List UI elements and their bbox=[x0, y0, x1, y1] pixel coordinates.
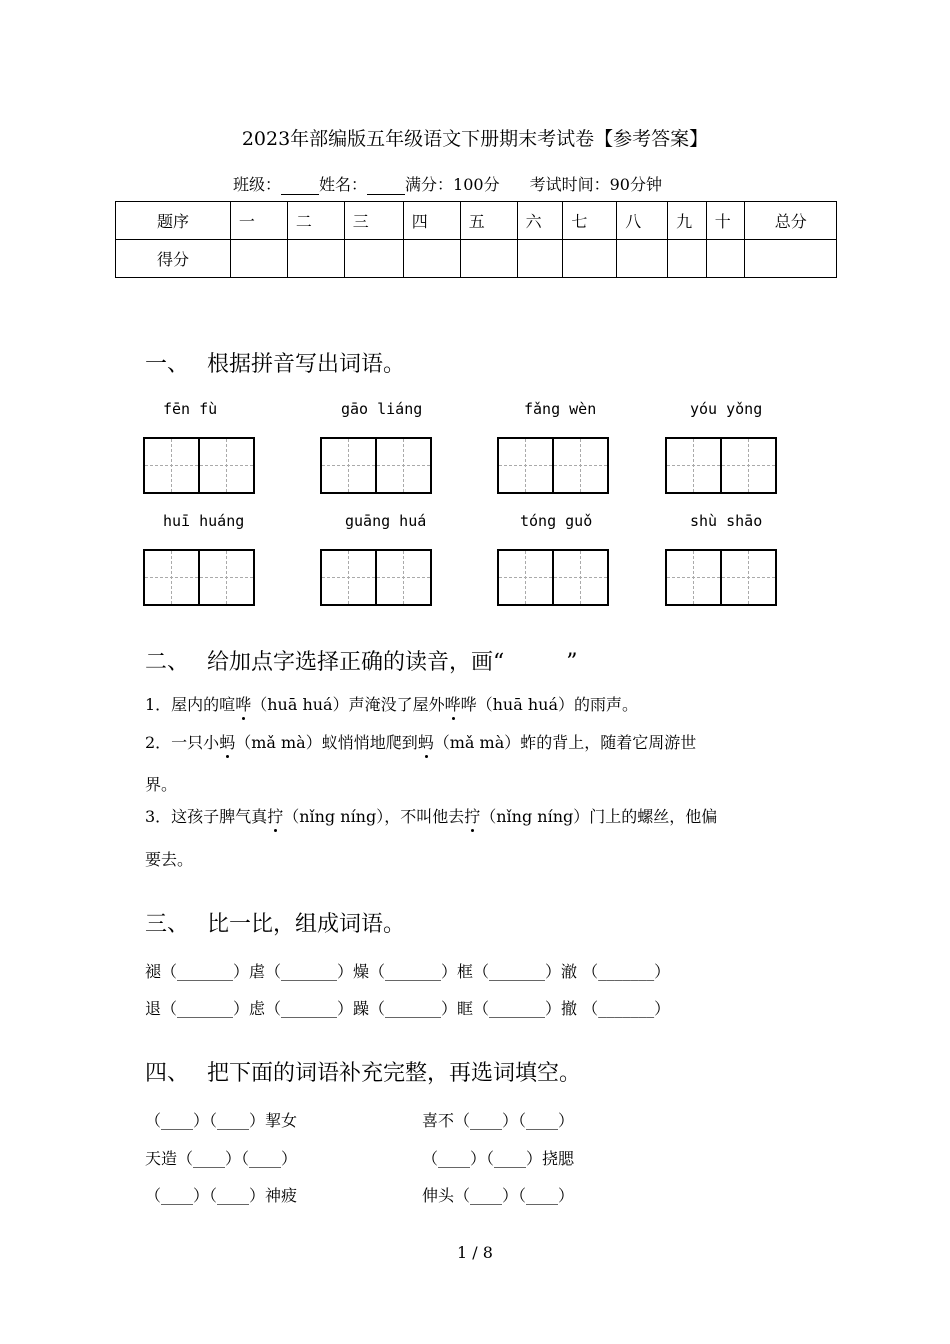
class-label: 班级： bbox=[233, 175, 282, 194]
grid-cell[interactable] bbox=[322, 439, 375, 492]
score-cell[interactable] bbox=[668, 240, 707, 278]
score-cell[interactable] bbox=[617, 240, 668, 278]
idiom-item[interactable]: （____）（____）神疲 bbox=[145, 1186, 298, 1205]
pinyin-label: shù shāo bbox=[690, 512, 763, 530]
page-title: 2023年部编版五年级语文下册期末考试卷【参考答案】 bbox=[241, 128, 709, 150]
name-label: 姓名： bbox=[319, 175, 368, 194]
section2-heading bbox=[145, 645, 578, 676]
section2-title: 给加点字选择正确的读音，画“ bbox=[207, 650, 505, 675]
pinyin-label: yóu yǒng bbox=[690, 400, 763, 418]
header-cell: 九 bbox=[668, 202, 707, 240]
section4-heading bbox=[145, 1056, 581, 1087]
header-cell: 八 bbox=[617, 202, 668, 240]
score-table-score-row bbox=[116, 240, 837, 278]
idiom-item[interactable]: （____）（____）挠腮 bbox=[422, 1149, 575, 1168]
grid-cell[interactable] bbox=[322, 551, 375, 604]
score-cell[interactable] bbox=[344, 240, 403, 278]
grid-cell[interactable] bbox=[198, 439, 253, 492]
text-segment: （mǎ mà）蚱的背上，随着它周游世 bbox=[433, 733, 697, 752]
header-cell: 五 bbox=[460, 202, 517, 240]
grid-cell[interactable] bbox=[499, 551, 552, 604]
dotted-character: 哗 bbox=[235, 695, 252, 714]
grid-cell[interactable] bbox=[667, 551, 720, 604]
section1-heading bbox=[145, 347, 405, 378]
score-cell[interactable] bbox=[230, 240, 287, 278]
pinyin-label: guāng huá bbox=[345, 512, 427, 530]
grid-cell[interactable] bbox=[145, 439, 198, 492]
grid-cell[interactable] bbox=[667, 439, 720, 492]
writing-grid[interactable] bbox=[665, 549, 777, 606]
dotted-character: 拧 bbox=[464, 807, 481, 826]
dotted-character: 蚂 bbox=[219, 733, 236, 752]
score-cell[interactable] bbox=[706, 240, 745, 278]
score-cell[interactable] bbox=[745, 240, 837, 278]
grid-cell[interactable] bbox=[552, 439, 607, 492]
grid-cell[interactable] bbox=[145, 551, 198, 604]
grid-cell[interactable] bbox=[720, 551, 775, 604]
header-cell: 二 bbox=[287, 202, 344, 240]
dotted-character: 哗 bbox=[444, 695, 461, 714]
section4-number: 四、 bbox=[145, 1061, 190, 1086]
pinyin-label: tóng guǒ bbox=[520, 512, 593, 530]
grid-cell[interactable] bbox=[552, 551, 607, 604]
score-cell[interactable] bbox=[517, 240, 563, 278]
grid-cell[interactable] bbox=[375, 551, 430, 604]
section3-number: 三、 bbox=[145, 912, 190, 937]
grid-cell[interactable] bbox=[375, 439, 430, 492]
writing-grid[interactable] bbox=[320, 437, 432, 494]
header-cell: 三 bbox=[344, 202, 403, 240]
idiom-item[interactable]: 天造（____）（____） bbox=[145, 1149, 298, 1168]
grid-cell[interactable] bbox=[720, 439, 775, 492]
section2-title-end: ” bbox=[566, 650, 578, 675]
section3-heading bbox=[145, 907, 405, 938]
writing-grid[interactable] bbox=[665, 437, 777, 494]
question-line-continued: 界。 bbox=[145, 775, 178, 794]
idiom-item[interactable]: 喜不（____）（____） bbox=[422, 1111, 575, 1130]
page-number: 1 / 8 bbox=[457, 1243, 493, 1262]
idiom-item[interactable]: 伸头（____）（____） bbox=[422, 1186, 575, 1205]
header-cell: 总分 bbox=[745, 202, 837, 240]
dotted-character: 蚂 bbox=[417, 733, 434, 752]
exam-info bbox=[233, 172, 662, 195]
text-segment: （huā huá）声淹没了屋外 bbox=[251, 695, 445, 714]
score-cell[interactable] bbox=[460, 240, 517, 278]
score-cell[interactable] bbox=[563, 240, 617, 278]
grid-cell[interactable] bbox=[198, 551, 253, 604]
text-segment: 哗（huā huá）的雨声。 bbox=[460, 695, 638, 714]
pinyin-label: fēn fù bbox=[163, 400, 218, 418]
text-segment: 1．屋内的喧 bbox=[145, 695, 236, 714]
header-cell: 题序 bbox=[116, 202, 231, 240]
question-line bbox=[145, 692, 638, 715]
header-cell: 六 bbox=[517, 202, 563, 240]
text-segment: （nǐng níng）门上的螺丝，他偏 bbox=[480, 807, 718, 826]
section1-title: 根据拼音写出词语。 bbox=[207, 352, 406, 377]
writing-grid[interactable] bbox=[143, 549, 255, 606]
grid-cell[interactable] bbox=[499, 439, 552, 492]
text-segment: 2．一只小 bbox=[145, 733, 220, 752]
name-blank[interactable] bbox=[367, 178, 405, 195]
header-cell: 十 bbox=[706, 202, 745, 240]
section4-title: 把下面的词语补充完整，再选词填空。 bbox=[207, 1061, 582, 1086]
idiom-item[interactable]: （____）（____）挈女 bbox=[145, 1111, 298, 1130]
writing-grid[interactable] bbox=[143, 437, 255, 494]
section1-number: 一、 bbox=[145, 352, 190, 377]
score-row-label: 得分 bbox=[116, 240, 231, 278]
pinyin-label: fǎng wèn bbox=[524, 400, 597, 418]
text-segment: 3．这孩子脾气真 bbox=[145, 807, 268, 826]
score-table-header-row bbox=[116, 202, 837, 240]
section2-number: 二、 bbox=[145, 650, 190, 675]
writing-grid[interactable] bbox=[497, 549, 609, 606]
writing-grid[interactable] bbox=[320, 549, 432, 606]
score-table bbox=[115, 201, 837, 278]
dotted-character: 拧 bbox=[267, 807, 284, 826]
section3-title: 比一比，组成词语。 bbox=[207, 912, 406, 937]
header-cell: 一 bbox=[230, 202, 287, 240]
word-compare-row[interactable]: 退（_______）虑（_______）躁（_______）眶（_______）撤 （_______） bbox=[145, 999, 671, 1018]
question-line bbox=[145, 804, 717, 827]
writing-grid[interactable] bbox=[497, 437, 609, 494]
full-score: 满分：100分 bbox=[405, 175, 500, 194]
text-segment: （nǐng níng），不叫他去 bbox=[283, 807, 465, 826]
header-cell: 七 bbox=[563, 202, 617, 240]
question-line-continued: 要去。 bbox=[145, 850, 194, 869]
pinyin-label: huī huáng bbox=[163, 512, 245, 530]
pinyin-label: gāo liáng bbox=[341, 400, 423, 418]
word-compare-row[interactable]: 褪（_______）虐（_______）燥（_______）框（_______）澈 （_______） bbox=[145, 962, 671, 981]
score-cell[interactable] bbox=[403, 240, 460, 278]
text-segment: （mǎ mà）蚁悄悄地爬到 bbox=[235, 733, 418, 752]
score-cell[interactable] bbox=[287, 240, 344, 278]
question-line bbox=[145, 730, 696, 753]
exam-time: 考试时间：90分钟 bbox=[529, 175, 662, 194]
header-cell: 四 bbox=[403, 202, 460, 240]
class-blank[interactable] bbox=[281, 178, 319, 195]
